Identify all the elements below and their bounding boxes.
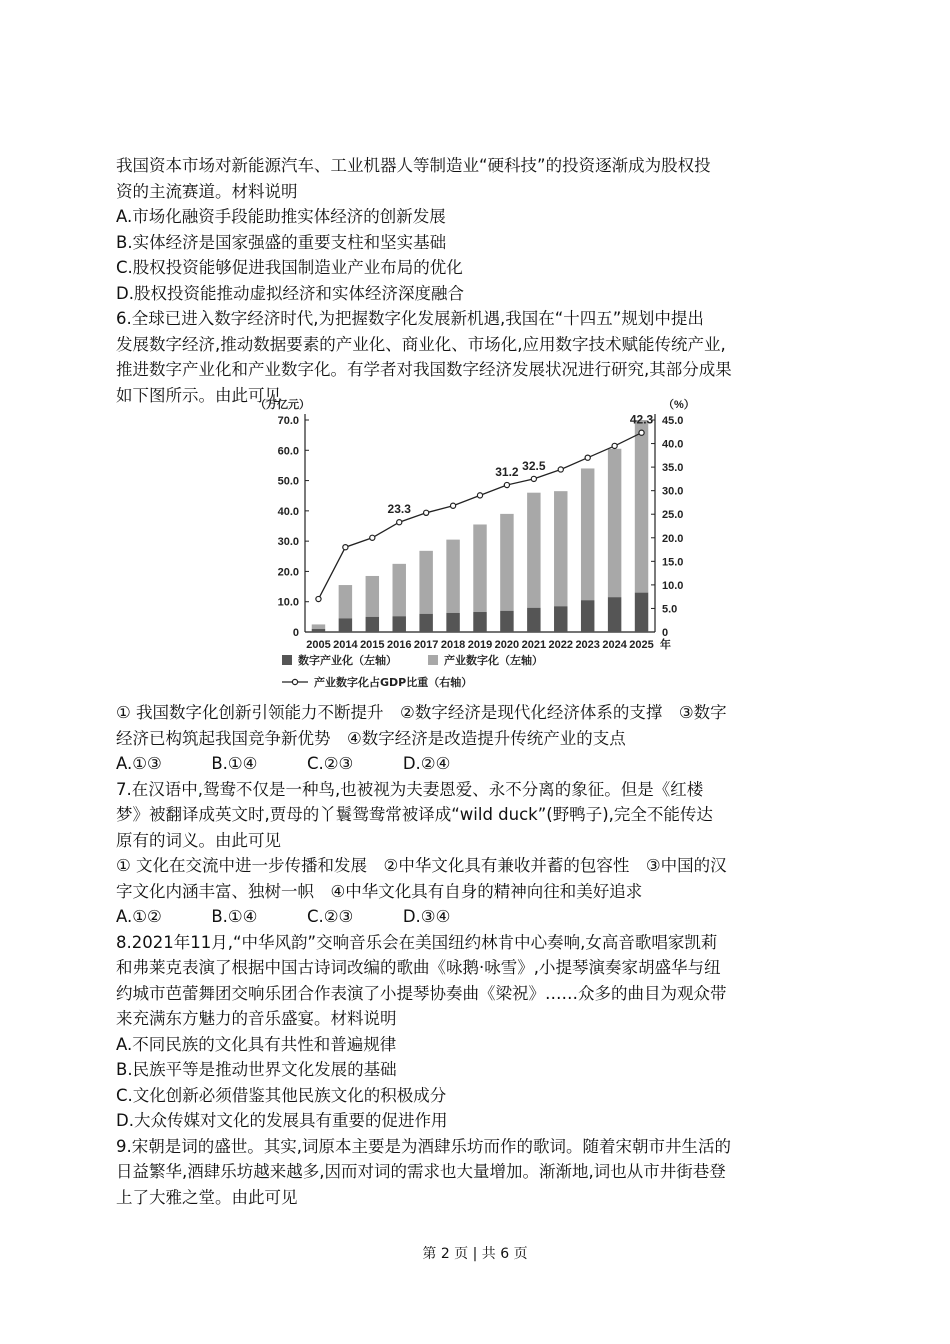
top-text-block — [116, 153, 836, 408]
x-tick-label: 2005 — [306, 639, 331, 651]
right-tick-label: 15.0 — [662, 556, 684, 569]
bar-digital-industrialization — [393, 616, 406, 632]
gdp-share-point — [585, 455, 590, 460]
bar-industrial-digitalization — [554, 491, 567, 606]
gdp-share-point — [370, 535, 375, 540]
bar-industrial-digitalization — [446, 540, 459, 613]
text-line: 和弗莱克表演了根据中国古诗词改编的歌曲《咏鹅·咏雪》,小提琴演奏家胡盛华与纽 — [116, 958, 721, 977]
text-line: B.实体经济是国家强盛的重要支柱和坚实基础 — [116, 232, 447, 252]
gdp-share-data-label: 32.5 — [522, 458, 546, 473]
mid-text-block — [116, 700, 836, 1210]
gdp-share-point — [450, 503, 455, 508]
text-line: 上了大雅之堂。由此可见 — [116, 1187, 298, 1207]
gdp-share-point — [639, 430, 644, 435]
text-line: 原有的词义。由此可见 — [116, 830, 281, 850]
chart-svg — [250, 392, 695, 698]
x-tick-label: 2022 — [548, 639, 574, 651]
legend-swatch-gdp-share-point — [292, 679, 297, 684]
bar-digital-industrialization — [419, 614, 432, 632]
bar-industrial-digitalization — [473, 524, 486, 612]
gdp-share-point — [424, 510, 429, 515]
left-tick-label: 10.0 — [277, 596, 299, 609]
legend-label: 产业数字化占GDP比重（右轴） — [314, 676, 473, 689]
text-line: 8.2021年11月,“中华风韵”交响音乐会在美国纽约林肯中心奏响,女高音歌唱家凯莉 — [116, 932, 718, 952]
bar-digital-industrialization — [473, 612, 486, 632]
legend-swatch-digital-industrialization — [282, 655, 292, 665]
bar-industrial-digitalization — [608, 449, 621, 597]
text-line: C.股权投资能够促进我国制造业产业布局的优化 — [116, 258, 463, 277]
right-tick-label: 0 — [662, 627, 669, 639]
bar-industrial-digitalization — [419, 551, 432, 614]
legend-label: 产业数字化（左轴） — [444, 654, 543, 667]
gdp-share-data-label: 31.2 — [495, 465, 519, 480]
text-line: D.大众传媒对文化的发展具有重要的促进作用 — [116, 1111, 448, 1130]
x-tick-label: 2025 — [629, 639, 654, 651]
gdp-share-data-label: 23.3 — [387, 502, 411, 517]
bar-industrial-digitalization — [339, 585, 352, 618]
bar-digital-industrialization — [500, 611, 513, 632]
left-axis-unit: （万亿元） — [255, 399, 310, 411]
right-tick-label: 10.0 — [662, 579, 684, 592]
left-tick-label: 40.0 — [277, 505, 299, 518]
right-tick-label: 25.0 — [662, 509, 684, 522]
legend-label: 数字产业化（左轴） — [298, 654, 397, 667]
text-line: A.①② B.①④ C.②③ D.③④ — [116, 907, 451, 926]
text-line: 经济已构筑起我国竞争新优势 ④数字经济是改造提升传统产业的支点 — [116, 728, 626, 748]
bar-industrial-digitalization — [635, 420, 648, 593]
gdp-share-point — [504, 482, 509, 487]
bar-industrial-digitalization — [366, 576, 379, 617]
x-tick-label: 2018 — [440, 639, 466, 651]
text-line: 资的主流赛道。材料说明 — [116, 181, 298, 201]
text-line: 日益繁华,酒肆乐坊越来越多,因而对词的需求也大量增加。渐渐地,词也从市井街巷登 — [116, 1162, 726, 1181]
text-line: 字文化内涵丰富、独树一帜 ④中华文化具有自身的精神向往和美好追求 — [116, 881, 643, 901]
bar-digital-industrialization — [554, 606, 567, 632]
left-tick-label: 0 — [292, 627, 299, 639]
bar-industrial-digitalization — [393, 564, 406, 616]
gdp-share-point — [531, 476, 536, 481]
bar-digital-industrialization — [527, 608, 540, 632]
x-axis-suffix: 年 — [660, 639, 671, 651]
text-line: A.不同民族的文化具有共性和普遍规律 — [116, 1034, 397, 1054]
left-tick-label: 60.0 — [277, 445, 299, 458]
x-tick-label: 2014 — [333, 639, 358, 651]
text-line: ① 文化在交流中进一步传播和发展 ②中华文化具有兼收并蓄的包容性 ③中国的汉 — [116, 856, 727, 875]
x-tick-label: 2024 — [602, 639, 627, 651]
text-line: 推进数字产业化和产业数字化。有学者对我国数字经济发展状况进行研究,其部分成果 — [116, 360, 732, 379]
x-tick-label: 2019 — [467, 639, 493, 651]
right-tick-label: 20.0 — [662, 532, 684, 545]
right-tick-label: 45.0 — [662, 415, 684, 427]
text-line: A.市场化融资手段能助推实体经济的创新发展 — [116, 207, 446, 226]
gdp-share-point — [397, 520, 402, 525]
bar-industrial-digitalization — [527, 493, 540, 608]
x-tick-label: 2017 — [413, 639, 439, 651]
gdp-share-point — [316, 596, 321, 601]
text-line: 我国资本市场对新能源汽车、工业机器人等制造业“硬科技”的投资逐渐成为股权投 — [116, 156, 711, 175]
text-line: 梦》被翻译成英文时,贾母的丫鬟鸳鸯常被译成“wild duck”(野鸭子),完全不能传达 — [116, 805, 713, 824]
right-tick-label: 35.0 — [662, 462, 684, 475]
right-tick-label: 30.0 — [662, 485, 684, 498]
text-line: C.文化创新必须借鉴其他民族文化的积极成分 — [116, 1085, 447, 1105]
text-line: B.民族平等是推动世界文化发展的基础 — [116, 1060, 397, 1079]
text-line: 来充满东方魅力的音乐盛宴。材料说明 — [116, 1009, 397, 1028]
x-tick-label: 2015 — [360, 639, 385, 651]
text-line: 如下图所示。由此可见 — [116, 385, 281, 405]
x-tick-label: 2021 — [521, 639, 547, 651]
right-tick-label: 5.0 — [662, 603, 678, 616]
text-line: D.股权投资能推动虚拟经济和实体经济深度融合 — [116, 283, 464, 303]
bar-digital-industrialization — [366, 617, 379, 632]
gdp-share-point — [558, 467, 563, 472]
text-line: 发展数字经济,推动数据要素的产业化、商业化、市场化,应用数字技术赋能传统产业, — [116, 334, 726, 354]
page-footer: 第 2 页 | 共 6 页 — [422, 1246, 528, 1262]
bar-industrial-digitalization — [500, 514, 513, 611]
text-line: 6.全球已进入数字经济时代,为把握数字化发展新机遇,我国在“十四五”规划中提出 — [116, 309, 704, 328]
left-tick-label: 30.0 — [277, 536, 299, 549]
digital-economy-chart — [250, 392, 695, 698]
x-tick-label: 2016 — [386, 639, 412, 651]
left-tick-label: 70.0 — [277, 415, 299, 427]
text-line: ① 我国数字化创新引领能力不断提升 ②数字经济是现代化经济体系的支撑 ③数字 — [116, 703, 727, 722]
gdp-share-data-label: 42.3 — [629, 412, 654, 427]
bar-digital-industrialization — [608, 597, 621, 632]
legend-swatch-industrial-digitalization — [428, 655, 438, 665]
gdp-share-point — [343, 545, 348, 550]
bar-digital-industrialization — [339, 618, 352, 632]
gdp-share-point — [477, 493, 482, 498]
text-line: 9.宋朝是词的盛世。其实,词原本主要是为酒肆乐坊而作的歌词。随着宋朝市井生活的 — [116, 1136, 731, 1156]
bar-digital-industrialization — [312, 629, 325, 632]
right-axis-unit: （%） — [663, 399, 695, 411]
left-tick-label: 50.0 — [277, 475, 299, 488]
x-tick-label: 2023 — [575, 639, 600, 651]
bar-digital-industrialization — [581, 600, 594, 632]
bar-industrial-digitalization — [581, 468, 594, 600]
text-line: 约城市芭蕾舞团交响乐团合作表演了小提琴协奏曲《梁祝》……众多的曲目为观众带 — [116, 983, 727, 1003]
text-line: A.①③ B.①④ C.②③ D.②④ — [116, 754, 451, 773]
bar-digital-industrialization — [635, 593, 648, 632]
text-line: 7.在汉语中,鸳鸯不仅是一种鸟,也被视为夫妻恩爱、永不分离的象征。但是《红楼 — [116, 779, 704, 799]
bar-industrial-digitalization — [312, 624, 325, 629]
gdp-share-point — [612, 443, 617, 448]
left-tick-label: 20.0 — [277, 566, 299, 579]
bar-digital-industrialization — [446, 613, 459, 632]
x-tick-label: 2020 — [494, 639, 520, 651]
right-tick-label: 40.0 — [662, 438, 684, 451]
